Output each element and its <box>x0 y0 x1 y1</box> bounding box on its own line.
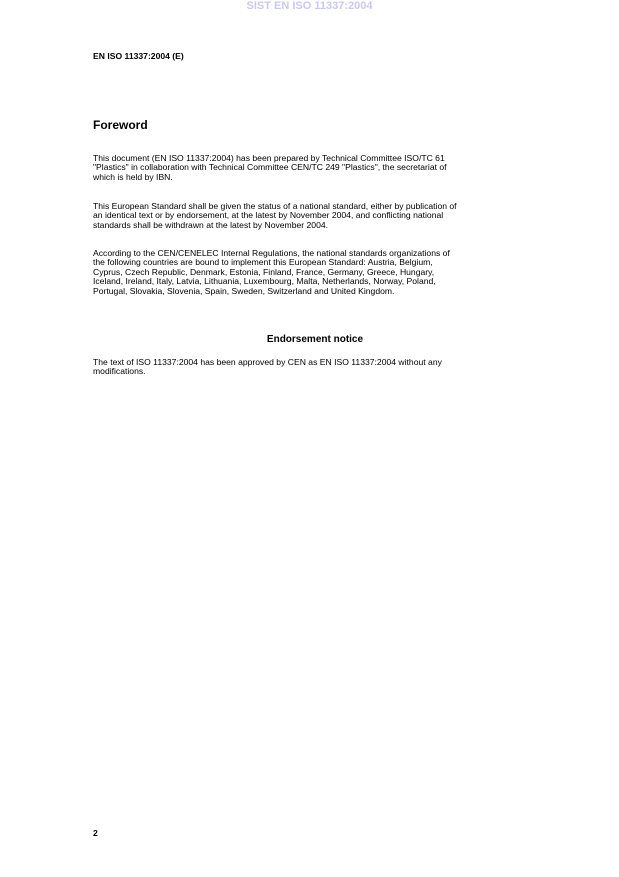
foreword-paragraph-2 <box>93 202 457 230</box>
text-line: This document (EN ISO 11337:2004) has been prepared by Technical Committee ISO/TC 61 <box>93 153 445 163</box>
text-line: The text of ISO 11337:2004 has been approved by CEN as EN ISO 11337:2004 without any <box>93 357 442 367</box>
watermark: SIST EN ISO 11337:2004 <box>246 0 373 12</box>
text-line: "Plastics" in collaboration with Technical Committee CEN/TC 249 "Plastics", the secretariat of <box>93 162 447 173</box>
text-line: According to the CEN/CENELEC Internal Regulations, the national standards organizations of <box>93 248 450 258</box>
foreword-heading: Foreword <box>93 118 148 132</box>
text-line: Iceland, Ireland, Italy, Latvia, Lithuania, Luxembourg, Malta, Netherlands, Norway, Poland, <box>93 276 436 287</box>
endorsement-heading: Endorsement notice <box>266 334 364 345</box>
foreword-paragraph-1 <box>93 154 447 182</box>
page-number: 2 <box>93 828 98 838</box>
text-line: This European Standard shall be given the status of a national standard, either by publication of <box>93 201 457 211</box>
text-line: which is held by IBN. <box>93 171 173 182</box>
text-line: standards shall be withdrawn at the latest by November 2004. <box>93 219 329 230</box>
endorsement-paragraph <box>93 358 442 377</box>
text-line: modifications. <box>93 366 146 377</box>
text-line: Portugal, Slovakia, Slovenia, Spain, Sweden, Switzerland and United Kingdom. <box>93 285 395 296</box>
document-header: EN ISO 11337:2004 (E) <box>93 51 184 61</box>
foreword-paragraph-3 <box>93 249 450 296</box>
text-line: the following countries are bound to implement this European Standard: Austria, Belgium, <box>93 257 433 268</box>
text-line: an identical text or by endorsement, at the latest by November 2004, and conflicting national <box>93 210 444 221</box>
text-line: Cyprus, Czech Republic, Denmark, Estonia, Finland, France, Germany, Greece, Hungary, <box>93 266 435 277</box>
